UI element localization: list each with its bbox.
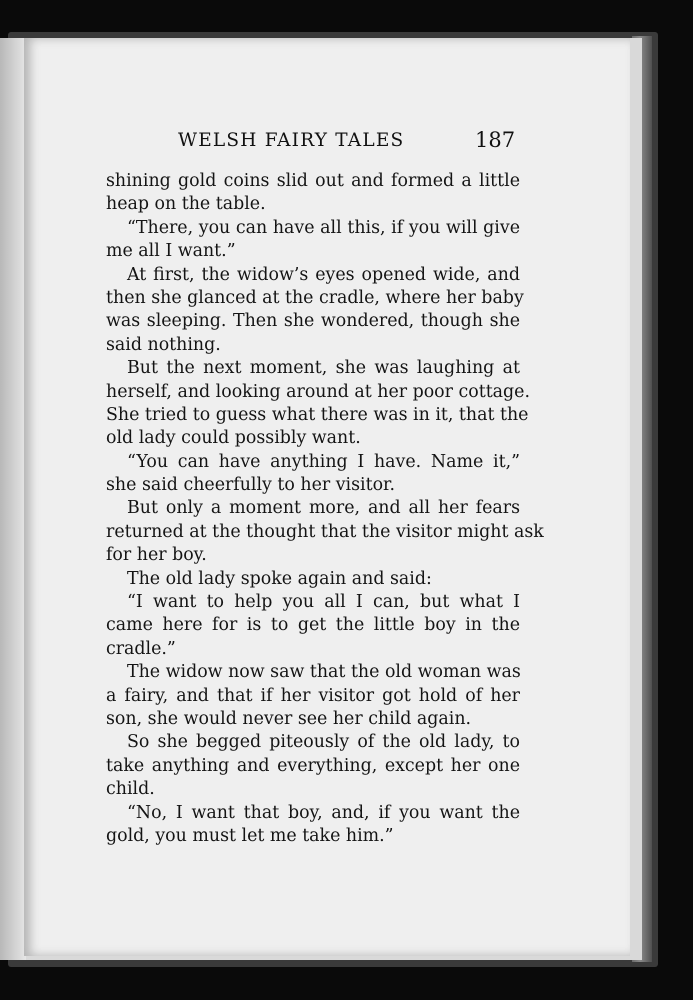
body-text: [106, 170, 544, 848]
text-line: So she begged piteously of the old lady, to: [127, 732, 520, 753]
running-title: WELSH FAIRY TALES: [178, 130, 405, 151]
text-line: take anything and everything, except her one: [106, 755, 520, 776]
text-line: old lady could possibly want.: [106, 428, 361, 449]
text-line: son, she would never see her child again.: [106, 708, 472, 729]
text-line: a fairy, and that if her visitor got hold of her: [106, 685, 520, 706]
text-line: was sleeping. Then she wondered, though she: [106, 311, 520, 332]
text-line: me all I want.”: [106, 241, 236, 262]
text-line: gold, you must let me take him.”: [106, 825, 394, 846]
text-line: “No, I want that boy, and, if you want the: [127, 802, 520, 823]
text-line: shining gold coins slid out and formed a little: [106, 171, 520, 191]
text-line: The widow now saw that the old woman was: [127, 662, 521, 683]
previous-page-edge: [0, 38, 26, 960]
text-line: cradle.”: [106, 638, 176, 659]
text-line: But only a moment more, and all her fears: [127, 498, 520, 519]
page-number: 187: [475, 128, 516, 152]
text-line: At first, the widow’s eyes opened wide, and: [127, 264, 520, 285]
text-line: she said cheerfully to her visitor.: [106, 475, 395, 496]
text-line: “There, you can have all this, if you will give: [127, 217, 520, 238]
text-line: But the next moment, she was laughing at: [127, 358, 520, 379]
text-line: said nothing.: [106, 334, 221, 355]
text-line: returned at the thought that the visitor might ask: [106, 521, 544, 542]
text-line: “I want to help you all I can, but what I: [127, 592, 520, 613]
text-line: herself, and looking around at her poor cottage.: [106, 381, 530, 402]
text-line: for her boy.: [106, 545, 207, 566]
text-line: came here for is to get the little boy in the: [106, 615, 520, 636]
text-line: The old lady spoke again and said:: [127, 568, 432, 589]
text-line: child.: [106, 779, 155, 800]
text-line: then she glanced at the cradle, where her baby: [106, 287, 524, 308]
running-header: [0, 128, 693, 158]
text-line: “You can have anything I have. Name it,”: [127, 451, 520, 472]
text-line: heap on the table.: [106, 194, 266, 215]
text-line: She tried to guess what there was in it, that the: [106, 404, 529, 425]
